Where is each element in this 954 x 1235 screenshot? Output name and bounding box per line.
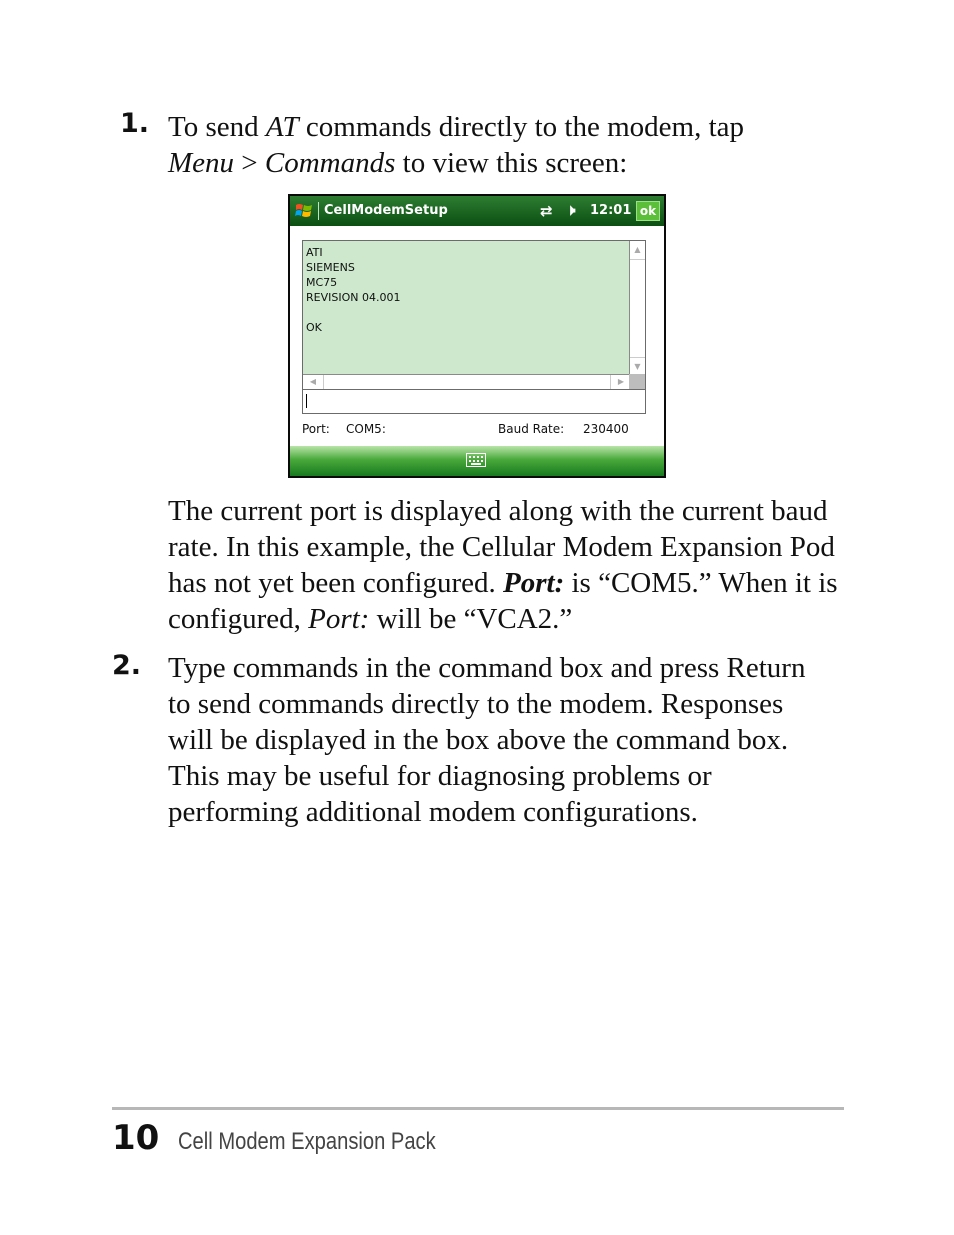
port-value: COM5: [346, 422, 386, 436]
windows-logo-icon[interactable] [294, 201, 314, 221]
horizontal-scrollbar[interactable] [303, 374, 631, 389]
response-line: MC75 [306, 276, 338, 289]
step-2-text: Type commands in the command box and press Return to send commands directly to the modem. Responses will be displayed in the box above the command box. This may be useful for diagnosing problems or performing additional modem configurations. [168, 652, 806, 828]
response-text [306, 245, 400, 335]
step-2-number: 2. [112, 650, 142, 681]
soft-key-bar [290, 446, 664, 476]
app-title: CellModemSetup [324, 203, 448, 218]
clock[interactable]: 12:01 [590, 203, 632, 218]
step-1-text [168, 109, 848, 181]
scrollbar-corner [629, 374, 645, 389]
device-screenshot [288, 194, 666, 478]
port-label: Port: [302, 422, 330, 436]
explanation-paragraph: The current port is displayed along with the current baud rate. In this example, the Cellular Modem Expansion Pod has not yet been configured. Port: is “COM5.” When it is configured, Port: will be “VCA2.” [168, 495, 838, 635]
ok-button[interactable]: ok [636, 201, 660, 221]
step-1-line-1: To send AT commands directly to the modem, tap [168, 111, 745, 143]
scroll-down-icon[interactable]: ▼ [630, 357, 645, 376]
step-1-line-2: Menu > Commands to view this screen: [168, 147, 628, 179]
command-input[interactable] [302, 390, 646, 414]
vertical-scrollbar[interactable] [629, 241, 645, 376]
baud-label: Baud Rate: [498, 422, 565, 436]
title-separator [318, 202, 319, 220]
text-caret [306, 394, 307, 408]
response-line: ATI [306, 246, 323, 259]
baud-value: 230400 [583, 422, 629, 436]
footer-title: Cell Modem Expansion Pack [178, 1128, 436, 1155]
response-line: REVISION 04.001 [306, 291, 401, 304]
speaker-icon[interactable]: 🕨 [566, 201, 576, 219]
response-output[interactable] [302, 240, 646, 390]
footer-rule [112, 1107, 844, 1110]
response-line: SIEMENS [306, 261, 355, 274]
response-line: OK [306, 321, 322, 334]
step-1-number: 1. [120, 108, 150, 139]
port-italic-label: Port: [308, 603, 370, 635]
response-line [306, 305, 400, 320]
scroll-left-icon[interactable]: ◀ [303, 375, 324, 389]
sync-arrows-icon[interactable]: ⇄ [540, 202, 553, 220]
scroll-up-icon[interactable]: ▲ [630, 241, 645, 260]
title-bar [290, 196, 664, 226]
port-bold-label: Port: [503, 567, 565, 599]
scroll-right-icon[interactable]: ▶ [610, 375, 631, 389]
keyboard-icon[interactable] [466, 453, 486, 467]
page-number: 10 [112, 1118, 160, 1158]
